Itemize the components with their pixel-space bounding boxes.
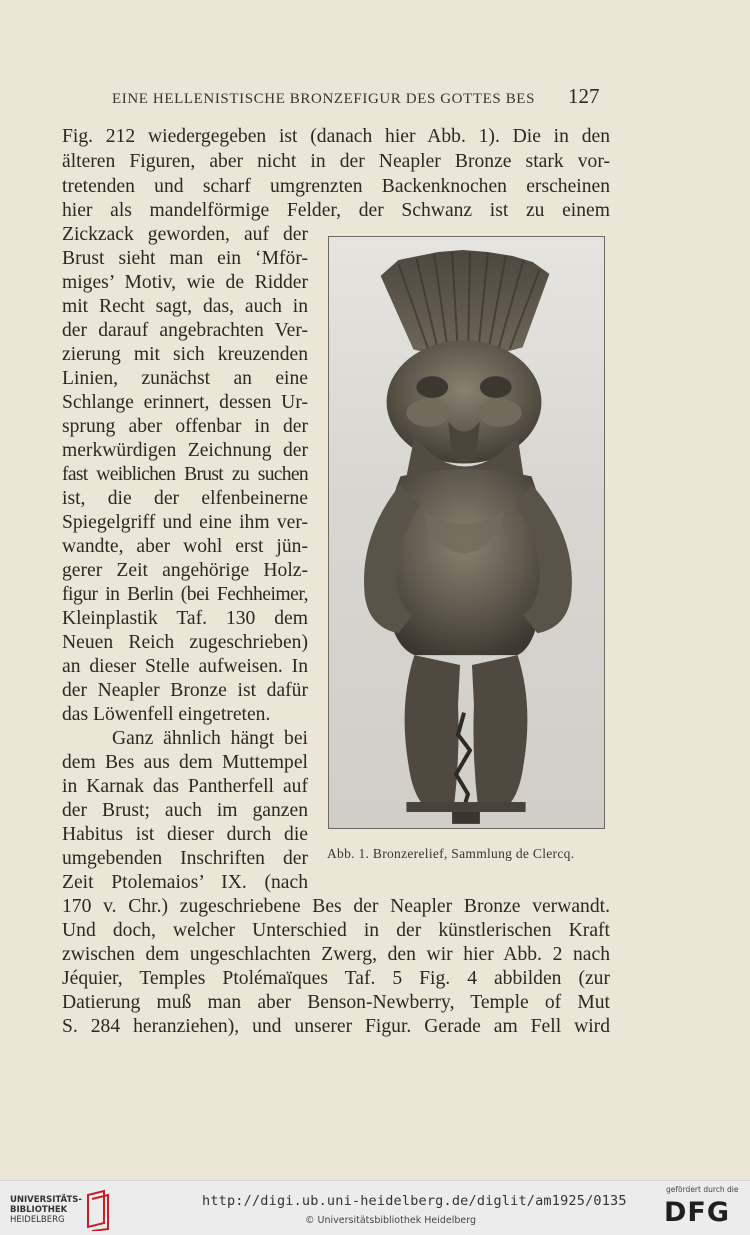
text-line: Und doch, welcher Unterschied in der künstlerischen Kraft [62,920,610,941]
text-line: der Brust; auch im ganzen [62,800,308,821]
text-line: Schlange erinnert, dessen Ur- [62,392,308,413]
library-name [10,1195,82,1225]
viewer-footer [0,1180,750,1235]
text-line: dem Bes aus dem Muttempel [62,752,308,773]
text-line: merkwürdigen Zeichnung der [62,440,308,461]
library-name-line: BIBLIOTHEK [10,1205,68,1215]
text-line: figur in Berlin (bei Fechheimer, [62,584,308,605]
university-library-logo[interactable] [10,1189,120,1229]
text-line: 170 v. Chr.) zugeschriebene Bes der Neapler Bronze verwandt. [62,896,610,917]
text-line: Zickzack geworden, auf der [62,224,308,245]
bes-statuette-illustration [329,237,604,828]
text-line: ist, die der elfenbeinerne [62,488,308,509]
text-line: Ganz ähnlich hängt bei [112,728,308,749]
copyright-notice: © Universitätsbibliothek Heidelberg [305,1215,477,1226]
text-line: Neuen Reich zugeschrieben) [62,632,308,653]
text-line: S. 284 heranziehen), und unserer Figur. Gerade am Fell wird [62,1016,610,1037]
left-leg [405,655,460,806]
text-line: der darauf angebrachten Ver- [62,320,308,341]
dfg-logo-text: DFG [664,1197,731,1228]
text-line: Datierung muß man aber Benson-Newberry, Temple of Mut [62,992,610,1013]
text-line: miges’ Motiv, wie de Ridder [62,272,308,293]
text-line: Habitus ist dieser durch die [62,824,308,845]
text-line: gerer Zeit angehörige Holz- [62,560,308,581]
text-line: Fig. 212 wiedergegeben ist (danach hier Abb. 1). Die in den [62,126,610,147]
text-line: wandte, aber wohl erst jün- [62,536,308,557]
text-line: das Löwenfell eingetreten. [62,704,271,725]
text-line: Zeit Ptolemaios’ IX. (nach [62,872,308,893]
running-title: EINE HELLENISTISCHE BRONZEFIGUR DES GOTTES BES [112,91,536,107]
text-line: Jéquier, Temples Ptolémaïques Taf. 5 Fig. 4 abbilden (zur [62,968,610,989]
dfg-funder-logo[interactable] [664,1185,744,1231]
page-number: 127 [568,84,600,108]
figure-caption: Abb. 1. Bronzerelief, Sammlung de Clercq. [327,846,575,861]
text-line: an dieser Stelle aufweisen. In [62,656,308,677]
base [406,802,525,812]
right-leg [472,655,527,806]
text-line: fast weiblichen Brust zu suchen [62,464,308,485]
text-line: sprung aber offenbar in der [62,416,308,437]
library-name-line: UNIVERSITÄTS- [10,1195,82,1205]
text-line: in Karnak das Pantherfell auf [62,776,308,797]
zigzag-tail [456,713,470,814]
text-line: zierung mit sich kreuzenden [62,344,308,365]
text-line: tretenden und scharf umgrenzten Backenknochen erscheinen [62,176,610,197]
text-line: hier als mandelförmige Felder, der Schwanz ist zu einem [62,200,610,221]
text-line: zwischen dem ungeschlachten Zwerg, den wir hier Abb. 2 nach [62,944,610,965]
text-line: der Neapler Bronze ist dafür [62,680,308,701]
text-line: mit Recht sagt, das, auch in [62,296,308,317]
text-line: Spiegelgriff und eine ihm ver- [62,512,308,533]
text-line: Brust sieht man ein ‘Mför- [62,248,308,269]
text-line: umgebenden Inschriften der [62,848,308,869]
funder-note: gefördert durch die [666,1185,739,1194]
permalink-url[interactable]: http://digi.ub.uni-heidelberg.de/diglit/am1925/0135 [202,1193,627,1209]
library-emblem-icon [82,1189,112,1231]
library-name-line: HEIDELBERG [10,1215,65,1225]
text-line: Kleinplastik Taf. 130 dem [62,608,308,629]
text-line: älteren Figuren, aber nicht in der Neapler Bronze stark vor- [62,151,610,172]
text-line: Linien, zunächst an eine [62,368,308,389]
figure-image-bes-bronze [328,236,605,829]
